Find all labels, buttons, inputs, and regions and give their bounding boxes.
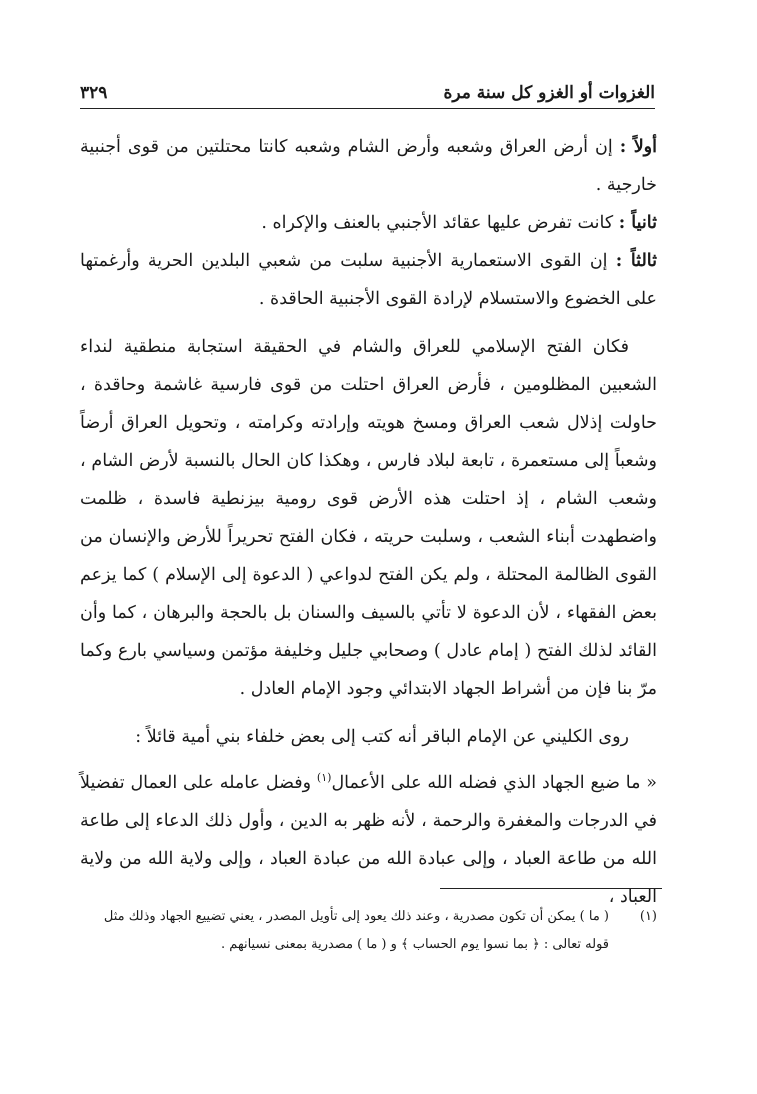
point-second-text: كانت تفرض عليها عقائد الأجنبي بالعنف والإكراه . xyxy=(261,213,619,233)
point-third-text: إن القوى الاستعمارية الأجنبية سلبت من شعبي البلدين الحرية وأرغمتها على الخضوع والاستسلام لإرادة القوى الأجنبية الحاقدة . xyxy=(80,251,657,309)
footnote-number: (١) xyxy=(639,909,657,924)
footnote xyxy=(80,903,657,959)
quote-start: « ما ضيع الجهاد الذي فضله الله على الأعمال xyxy=(331,773,657,793)
spacer xyxy=(80,318,657,328)
footnote-reference[interactable]: (١) xyxy=(316,771,332,785)
point-third xyxy=(80,242,657,318)
running-header xyxy=(80,78,655,109)
paragraph-quote xyxy=(80,764,657,916)
spacer xyxy=(80,756,657,764)
point-third-lead: ثالثاً : xyxy=(615,251,657,271)
footnote-text: ( ما ) يمكن أن تكون مصدرية ، وعند ذلك يعود إلى تأويل المصدر ، يعني تضييع الجهاد وذلك مثل قوله تعالى : ﴿ بما نسوا يوم الحساب ﴾ و ( ما ) مصدرية بمعنى نسيانهم . xyxy=(103,909,609,952)
point-first-text: إن أرض العراق وشعبه وأرض الشام وشعبه كانتا محتلتين من قوى أجنبية خارجية . xyxy=(80,137,657,195)
point-second xyxy=(80,204,657,242)
point-first-lead: أولاً : xyxy=(619,137,657,157)
main-text xyxy=(80,128,657,916)
point-second-lead: ثانياً : xyxy=(618,213,657,233)
quote-continuation: وفضل عامله على العمال تفضيلاً في الدرجات والمغفرة والرحمة ، لأنه ظهر به الدين ، وأول ذلك الدعاء إلى طاعة الله من طاعة العباد ، وإلى عبادة الله من عبادة العباد ، وإلى ولاية الله من ولاية العباد ، xyxy=(80,773,657,907)
paragraph-conquest: فكان الفتح الإسلامي للعراق والشام في الحقيقة استجابة منطقية لنداء الشعبين المظلومين ، فأرض العراق احتلت من قوى فارسية غاشمة وحاقدة ، حاولت إذلال شعب العراق ومسخ هويته وإرادته وكرامته ، وتحويل العراق أرضاً وشعباً إلى مستعمرة ، تابعة لبلاد فارس ، وهكذا كان الحال بالنسبة لأرض الشام ، وشعب الشام ، إذ احتلت هذه الأرض قوى رومية بيزنطية فاسدة ، ظلمت واضطهدت أبناء الشعب ، وسلبت حريته ، فكان الفتح تحريراً للأرض والإنسان من القوى الظالمة المحتلة ، ولم يكن الفتح لدواعي ( الدعوة إلى الإسلام ) كما يزعم بعض الفقهاء ، لأن الدعوة لا تأتي بالسيف والسنان بل بالحجة والبرهان ، كما وأن القائد لذلك الفتح ( إمام عادل ) وصحابي جليل وخليفة مؤتمن وسياسي بارع وكما مرّ بنا فإن من أشراط الجهاد الابتدائي وجود الإمام العادل . xyxy=(80,337,657,699)
footnote-separator xyxy=(440,888,662,889)
spacer xyxy=(80,708,657,718)
point-first xyxy=(80,128,657,204)
footnote-row xyxy=(80,903,657,959)
paragraph-narration: روى الكليني عن الإمام الباقر أنه كتب إلى بعض خلفاء بني أمية قائلاً : xyxy=(135,727,629,747)
page-number: ٣٢٩ xyxy=(80,83,108,103)
chapter-title: الغزوات أو الغزو كل سنة مرة xyxy=(443,83,655,103)
